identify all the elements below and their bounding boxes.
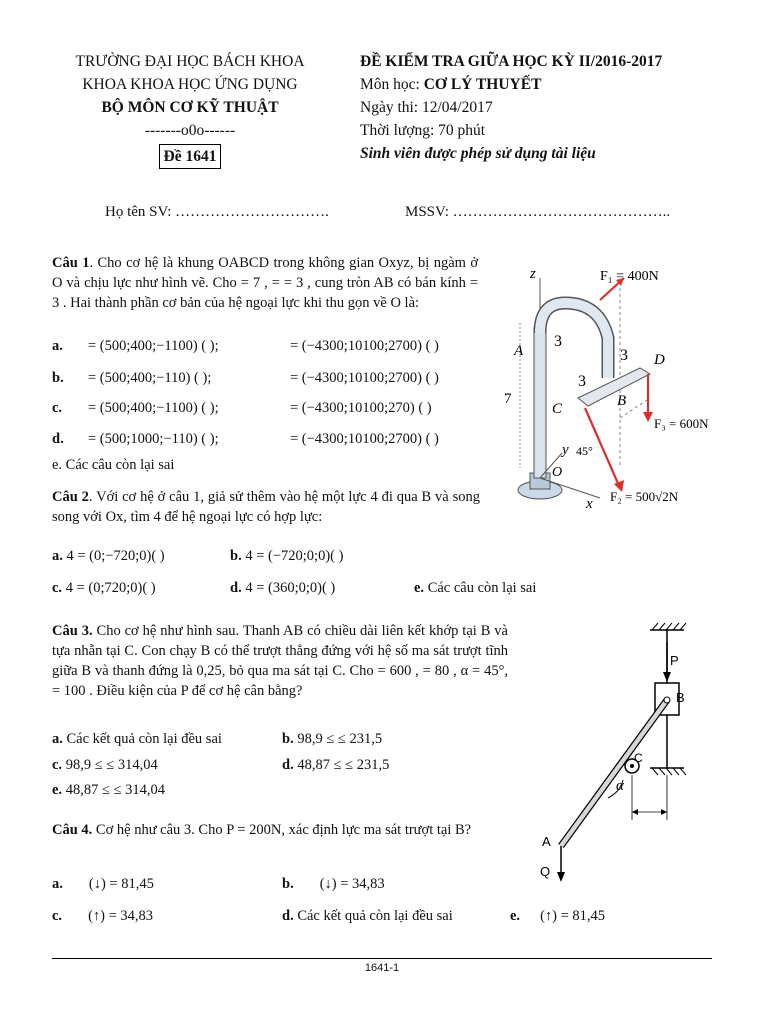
option-moment: = (−4300;10100;2700) ( )	[290, 431, 439, 447]
option-letter: c.	[52, 400, 63, 416]
label-three-2: 3	[620, 347, 628, 364]
question-4-label: Câu 4.	[52, 822, 93, 838]
label-f1: F₁ = 400N	[600, 269, 659, 284]
subject-name: CƠ LÝ THUYẾT	[423, 76, 542, 93]
q4-option-d: d. Các kết quả còn lại đều sai	[282, 908, 453, 924]
option-letter: b.	[52, 370, 64, 386]
q2-option-c-value: 4 = (0;720;0)( )	[65, 580, 156, 596]
q4-option-c-value: (↑) = 34,83	[88, 908, 154, 924]
label-d: D	[654, 352, 665, 368]
q3-option-e-value: 48,87 ≤ ≤ 314,04	[65, 782, 165, 798]
q4-option-b: b. (↓) = 34,83	[282, 876, 385, 892]
label-p: P	[670, 653, 679, 668]
question-1-label: Câu 1	[52, 255, 90, 271]
exam-note: Sinh viên được phép sử dụng tài liệu	[360, 145, 596, 162]
label-a2: A	[542, 834, 551, 849]
label-b2: B	[676, 690, 685, 705]
q2-option-e: e. Các câu còn lại sai	[414, 580, 537, 596]
q3-option-e: e. 48,87 ≤ ≤ 314,04	[52, 782, 165, 798]
q4-option-b-value: (↓) = 34,83	[319, 876, 385, 892]
label-o: O	[552, 465, 563, 480]
exam-duration: Thời lượng: 70 phút	[360, 122, 486, 139]
student-name-field: Họ tên SV: ………………………….	[105, 204, 329, 220]
q4-option-e-value: (↑) = 81,45	[540, 908, 606, 924]
label-z: z	[530, 266, 536, 282]
question-3-label: Câu 3.	[52, 623, 93, 639]
label-alpha: α	[616, 778, 624, 794]
header-left	[60, 50, 320, 169]
q2-option-b: b. 4 = (−720;0;0)( )	[230, 548, 344, 564]
option-resultant: = (500;400;−110) ( );	[88, 370, 212, 386]
header-right	[360, 50, 760, 165]
page-number: 1641-1	[364, 962, 400, 974]
q3-option-b-value: 98,9 ≤ ≤ 231,5	[297, 731, 383, 747]
header-divider: -------o0o------	[144, 122, 236, 139]
q2-option-b-value: 4 = (−720;0;0)( )	[245, 548, 344, 564]
option-resultant: = (500;400;−1100) ( );	[88, 400, 219, 416]
option-moment: = (−4300;10100;2700) ( )	[290, 370, 439, 386]
label-f3: F₃ = 600N	[654, 416, 709, 431]
subject-label: Môn học:	[360, 76, 424, 93]
exam-date: Ngày thi: 12/04/2017	[360, 99, 493, 116]
q1-option-c	[52, 400, 492, 417]
label-seven: 7	[504, 391, 512, 407]
q1-option-e: e. Các câu còn lại sai	[52, 457, 175, 473]
option-letter: d.	[52, 431, 64, 447]
subject-line	[360, 73, 760, 96]
q2-option-d-value: 4 = (360;0;0)( )	[245, 580, 336, 596]
q2-option-a: a. 4 = (0;−720;0)( )	[52, 548, 165, 564]
q3-option-c: c. 98,9 ≤ ≤ 314,04	[52, 757, 158, 773]
q2-option-a-value: 4 = (0;−720;0)( )	[66, 548, 165, 564]
q3-option-d: d. 48,87 ≤ ≤ 231,5	[282, 757, 390, 773]
label-three-1: 3	[554, 333, 562, 350]
question-3	[52, 621, 508, 701]
label-a: A	[514, 343, 524, 359]
question-4-text: Cơ hệ như câu 3. Cho P = 200N, xác định lực ma sát trượt tại B?	[92, 822, 472, 838]
exam-title: ĐỀ KIỂM TRA GIỮA HỌC KỲ II/2016-2017	[360, 53, 663, 70]
label-angle: 45°	[576, 444, 593, 458]
question-3-text: Cho cơ hệ như hình sau. Thanh AB có chiều dài liên kết khớp tại B và tựa nhẵn tại C. Con chạy B có thể trượt thẳng đứng với hệ số ma sát trượt tĩnh giữa B và thanh đứng là 0,25, bỏ qua ma sát tại C. Cho = 600 , = 80 , α = 45°, = 100 . Điều kiện của P để cơ hệ cân bằng?	[52, 623, 508, 699]
question-4	[52, 820, 508, 840]
question-1-text: . Cho cơ hệ là khung OABCD trong không gian Oxyz, bị ngàm ở O và chịu lực như hình vẽ. Cho = 7 , = = 3 , cung tròn AB có bán kính = 3 . Hai thành phần cơ bản của hệ ngoại lực khi thu gọn về O là:	[52, 255, 478, 311]
option-letter: a.	[52, 338, 63, 354]
q1-option-d	[52, 431, 492, 448]
label-q: Q	[540, 864, 551, 879]
label-b: B	[617, 393, 627, 409]
q3-option-a-value: Các kết quả còn lại đều sai	[66, 731, 222, 747]
exam-code: Đề 1641	[159, 144, 222, 169]
footer-rule	[52, 958, 712, 959]
q4-option-d-value: Các kết quả còn lại đều sai	[297, 908, 453, 924]
q2-option-e-value: Các câu còn lại sai	[427, 580, 537, 596]
label-three-3: 3	[578, 373, 586, 390]
q1-option-a	[52, 338, 492, 355]
label-c2: C	[634, 751, 643, 765]
label-f2: F₂ = 500√2N	[610, 489, 679, 504]
question-1	[52, 253, 478, 313]
faculty-name: KHOA KHOA HỌC ỨNG DỤNG	[82, 76, 298, 93]
q4-option-a: a. (↓) = 81,45	[52, 876, 154, 892]
q4-option-c: c. (↑) = 34,83	[52, 908, 154, 924]
q4-option-e: e. (↑) = 81,45	[510, 908, 606, 924]
option-resultant: = (500;1000;−110) ( );	[88, 431, 219, 447]
student-id-field: MSSV: ……………………………………..	[405, 204, 671, 220]
question-2-label: Câu 2	[52, 489, 89, 505]
q2-option-d: d. 4 = (360;0;0)( )	[230, 580, 336, 596]
option-moment: = (−4300;10100;2700) ( )	[290, 338, 439, 354]
q1-option-b	[52, 370, 492, 387]
q4-option-a-value: (↓) = 81,45	[88, 876, 154, 892]
label-x: x	[586, 496, 593, 510]
school-name: TRƯỜNG ĐẠI HỌC BÁCH KHOA	[75, 53, 305, 70]
department-name: BỘ MÔN CƠ KỸ THUẬT	[101, 99, 279, 116]
label-c: C	[552, 401, 563, 417]
figure-1-frame	[490, 258, 730, 510]
q3-option-c-value: 98,9 ≤ ≤ 314,04	[65, 757, 158, 773]
q3-option-a: a. Các kết quả còn lại đều sai	[52, 731, 222, 747]
question-2	[52, 487, 480, 527]
option-moment: = (−4300;10100;270) ( )	[290, 400, 432, 416]
question-2-text: . Với cơ hệ ở câu 1, giả sử thêm vào hệ một lực 4 đi qua B và song song với Ox, tìm 4 để hệ ngoại lực có hợp lực:	[52, 489, 480, 525]
figure-2-mechanism	[528, 620, 698, 890]
label-y: y	[562, 442, 569, 458]
q3-option-d-value: 48,87 ≤ ≤ 231,5	[297, 757, 390, 773]
q2-option-c: c. 4 = (0;720;0)( )	[52, 580, 156, 596]
option-resultant: = (500;400;−1100) ( );	[88, 338, 219, 354]
q3-option-b: b. 98,9 ≤ ≤ 231,5	[282, 731, 383, 747]
